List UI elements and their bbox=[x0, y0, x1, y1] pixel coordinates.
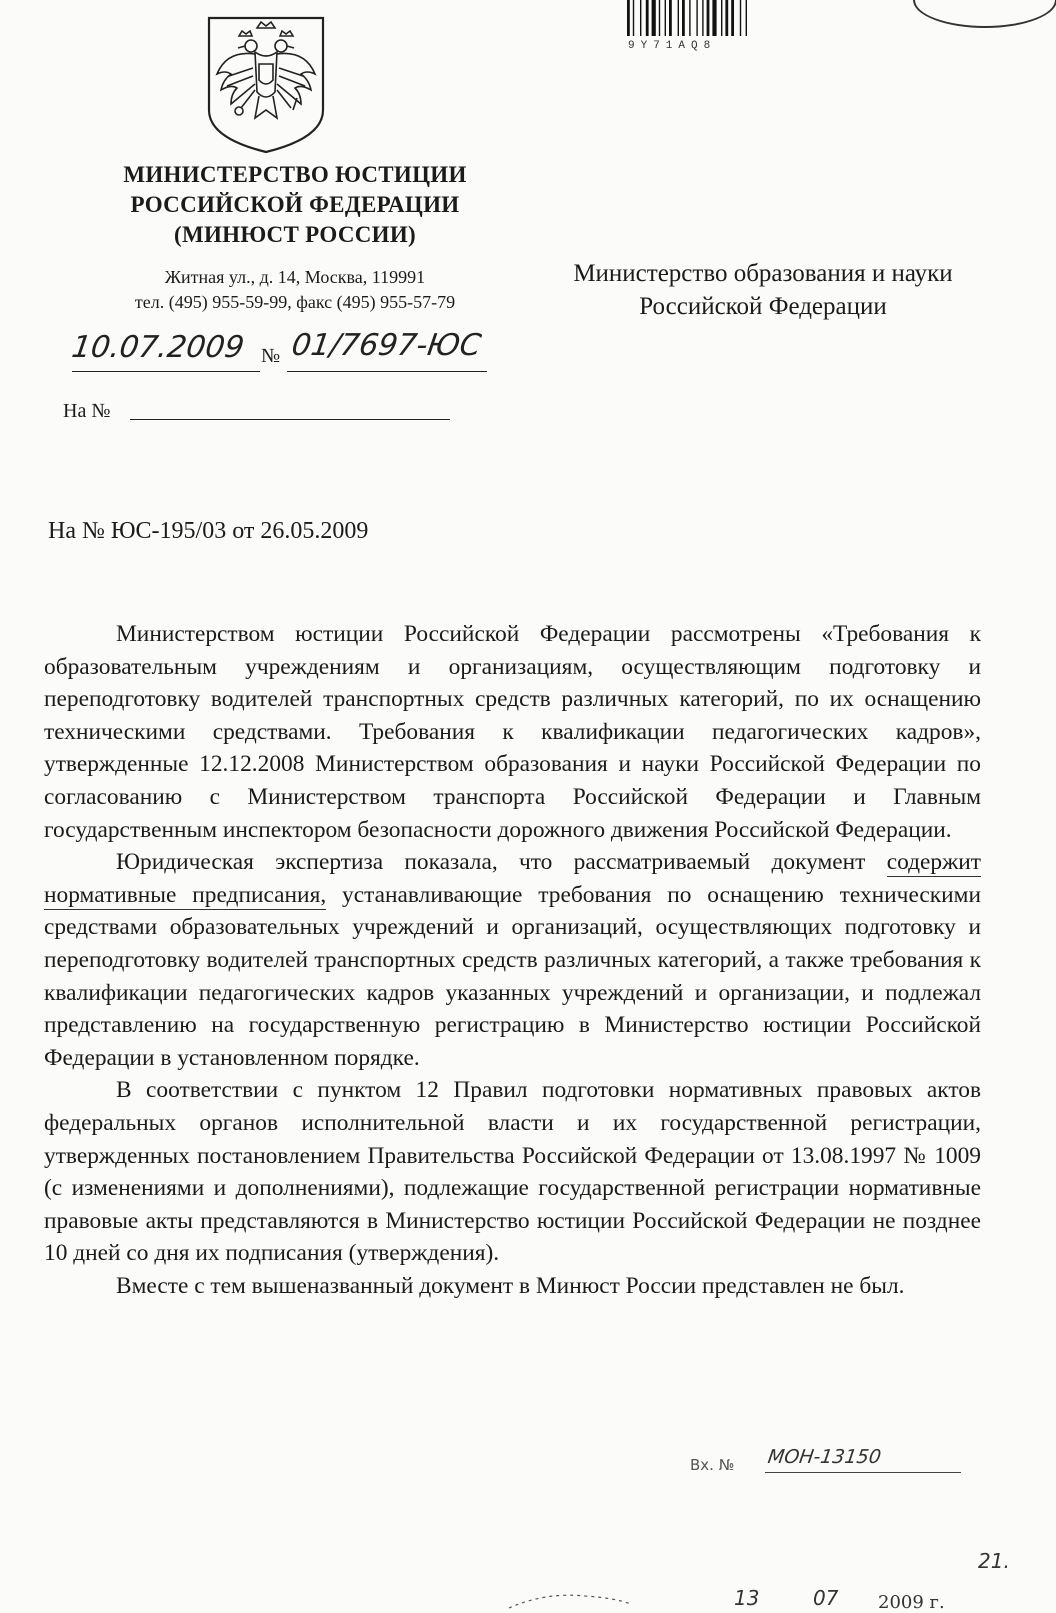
sender-phone-fax: тел. (495) 955-59-99, факс (495) 955-57-79 bbox=[134, 292, 456, 312]
letter-body bbox=[44, 618, 981, 1302]
outgoing-number-handwritten: 01/7697-ЮС bbox=[289, 328, 484, 363]
barcode-bar bbox=[659, 0, 660, 36]
barcode-bar bbox=[721, 0, 722, 36]
addressee-line-1: Министерство образования и науки bbox=[573, 260, 953, 287]
sender-address-street: Житная ул., д. 14, Москва, 119991 bbox=[164, 267, 426, 287]
barcode-bar bbox=[678, 0, 679, 36]
barcode-bar bbox=[689, 0, 690, 36]
sender-ministry-title bbox=[60, 160, 530, 250]
barcode-bar bbox=[665, 0, 666, 36]
number-underline bbox=[287, 371, 487, 372]
page-number-handwritten: 21. bbox=[978, 1549, 1010, 1573]
barcode-bar bbox=[707, 0, 710, 36]
reference-line: На № ЮС-195/03 от 26.05.2009 bbox=[48, 518, 369, 544]
sender-line-3: (МИНЮСТ РОССИИ) bbox=[174, 222, 416, 247]
addressee bbox=[548, 257, 978, 323]
coat-of-arms-emblem bbox=[205, 14, 327, 154]
paragraph-1: Министерством юстиции Российской Федерации рассмотрены «Требования к образовательным учреждениям и организациям, осуществляющим подготовку и переподготовку водителей транспортных средств различных категорий, по их оснащению техническими средствами. Требования к квалификации педагогических кадров», утвержденные 12.12.2008 Министерством образования и науки Российской Федерации по согласованию с Министерством транспорта Российской Федерации и Главным государственным инспектором безопасности дорожного движения Российской Федерации. bbox=[44, 621, 981, 843]
barcode-bar bbox=[702, 0, 703, 36]
barcode-bar bbox=[696, 0, 697, 36]
sender-line-2: РОССИЙСКОЙ ФЕДЕРАЦИИ bbox=[130, 192, 460, 217]
barcode-bar bbox=[646, 0, 649, 36]
outgoing-date-handwritten: 10.07.2009 bbox=[69, 330, 247, 365]
barcode-bar bbox=[627, 0, 630, 36]
barcode-bar bbox=[633, 0, 634, 36]
barcode-bar bbox=[652, 0, 656, 36]
barcode bbox=[625, 0, 775, 40]
paragraph-4: Вместе с тем вышеназванный документ в Минюст России представлен не был. bbox=[116, 1272, 905, 1299]
date-underline bbox=[72, 371, 260, 372]
addressee-line-2: Российской Федерации bbox=[639, 293, 887, 320]
barcode-bar bbox=[725, 0, 728, 36]
barcode-number: 9Y71AQ8 bbox=[628, 40, 717, 52]
paragraph-3: В соответствии с пунктом 12 Правил подготовки нормативных правовых актов федеральных органов исполнительной власти и их государственной регистрации, утвержденных постановлением Правительства Российской Федерации от 13.08.1997 № 1009 (с изменениями и дополнениями), подлежащие государственной регистрации нормативные правовые акты представляются в Министерство юстиции Российской Федерации не позднее 10 дней со дня их подписания (утверждения). bbox=[44, 1077, 981, 1267]
underlined-phrase: содержит нормативные предписания, bbox=[44, 849, 981, 908]
barcode-bar bbox=[682, 0, 685, 36]
number-sign: № bbox=[261, 345, 281, 367]
barcode-bar bbox=[740, 0, 741, 36]
sender-address bbox=[60, 265, 530, 315]
paragraph-2-end: устанавливающие требования по оснащению техническими средствами образовательных учреждений и организаций, осуществляющих подготовку и переподготовку водителей транспортных средств различных категорий, а также требования к квалификации педагогических кадров указанных учреждений и организации, и подлежал представлению на государственную регистрацию в Министерство юстиции Российской Федерации в установленном порядке. bbox=[44, 881, 981, 1071]
incoming-number-label: Вх. № bbox=[690, 1456, 735, 1474]
incoming-month: 07 bbox=[813, 1586, 839, 1610]
incoming-number-underline bbox=[765, 1472, 961, 1473]
incoming-day: 13 bbox=[734, 1586, 760, 1610]
barcode-bar bbox=[731, 0, 734, 36]
paragraph-2-start: Юридическая экспертиза показала, что рассматриваемый документ bbox=[116, 849, 887, 876]
barcode-bar bbox=[640, 0, 641, 36]
barcode-bar bbox=[746, 0, 747, 36]
sender-line-1: МИНИСТЕРСТВО ЮСТИЦИИ bbox=[123, 162, 467, 187]
incoming-number-handwritten: МОН-13150 bbox=[766, 1446, 883, 1468]
paragraph-2 bbox=[44, 846, 981, 1074]
barcode-bar bbox=[712, 0, 716, 36]
incoming-year: 2009 г. bbox=[878, 1592, 945, 1613]
pen-scribble bbox=[505, 1582, 635, 1612]
circled-mark bbox=[913, 0, 1056, 28]
reply-to-label: На № bbox=[63, 400, 111, 422]
barcode-bar bbox=[669, 0, 672, 36]
reply-to-blank-line bbox=[130, 419, 450, 420]
